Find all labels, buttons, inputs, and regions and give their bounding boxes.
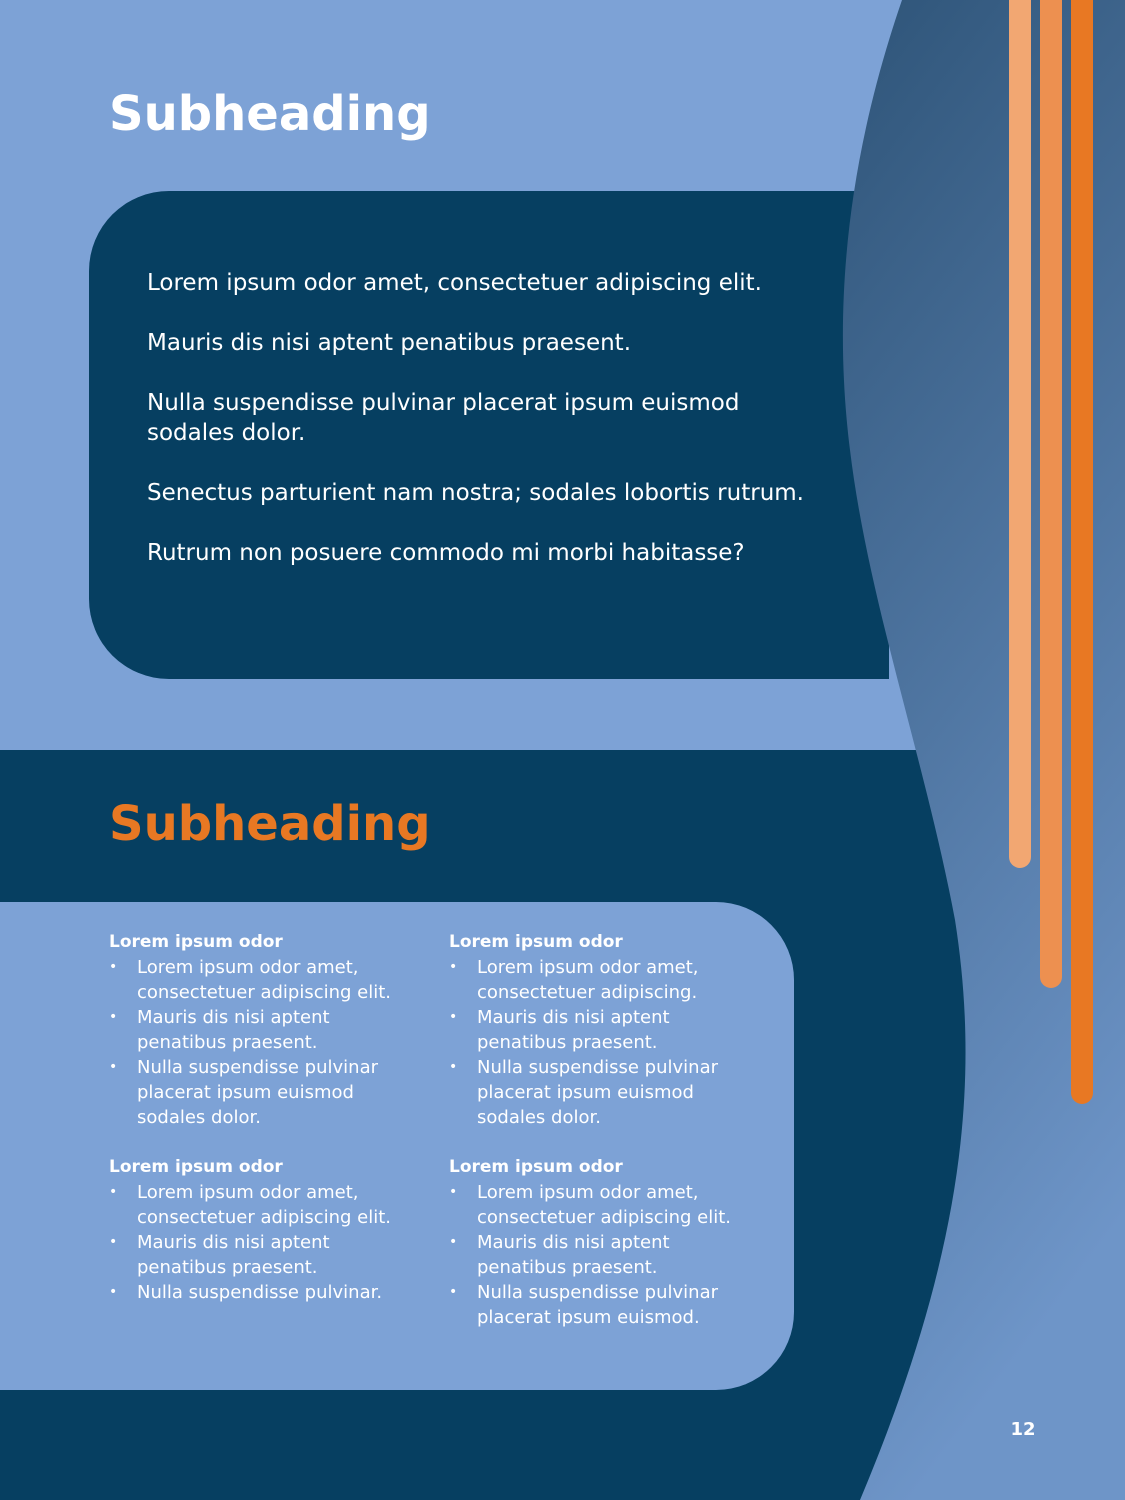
top-paragraphs	[147, 268, 807, 598]
section-title: Lorem ipsum odor	[449, 1157, 623, 1177]
paragraph: Nulla suspendisse pulvinar placerat ipsum euismod sodales dolor.	[147, 390, 740, 446]
left-column	[109, 930, 419, 1330]
list-item: • Mauris dis nisi aptent penatibus praesent.	[449, 1005, 759, 1055]
paragraph: Senectus parturient nam nostra; sodales lobortis rutrum.	[147, 480, 804, 506]
page-number: 12	[1010, 1419, 1036, 1440]
list-item: • Lorem ipsum odor amet, consectetuer adipiscing elit.	[109, 1180, 419, 1230]
list-item: • Nulla suspendisse pulvinar.	[109, 1280, 419, 1305]
list-item: • Lorem ipsum odor amet, consectetuer adipiscing elit.	[449, 1180, 759, 1230]
list-item: • Mauris dis nisi aptent penatibus praesent.	[109, 1005, 419, 1055]
bullet-list	[449, 955, 759, 1130]
list-section	[449, 1155, 759, 1330]
list-item: • Nulla suspendisse pulvinar placerat ipsum euismod sodales dolor.	[109, 1055, 419, 1130]
list-section	[109, 930, 419, 1130]
bullet-list	[109, 955, 419, 1130]
list-item: • Lorem ipsum odor amet, consectetuer adipiscing elit.	[109, 955, 419, 1005]
bullet-list	[109, 1180, 419, 1305]
list-section	[109, 1155, 419, 1305]
list-item: • Mauris dis nisi aptent penatibus praesent.	[109, 1230, 419, 1280]
right-column	[449, 930, 759, 1355]
section-title: Lorem ipsum odor	[109, 1157, 283, 1177]
paragraph: Mauris dis nisi aptent penatibus praesent.	[147, 330, 631, 356]
top-subheading: Subheading	[109, 86, 431, 142]
list-item: • Nulla suspendisse pulvinar placerat ipsum euismod sodales dolor.	[449, 1055, 759, 1130]
bullet-list	[449, 1180, 759, 1330]
list-item: • Lorem ipsum odor amet, consectetuer adipiscing.	[449, 955, 759, 1005]
paragraph: Rutrum non posuere commodo mi morbi habitasse?	[147, 540, 745, 566]
paragraph: Lorem ipsum odor amet, consectetuer adipiscing elit.	[147, 270, 762, 296]
bottom-subheading: Subheading	[109, 796, 431, 852]
list-section	[449, 930, 759, 1130]
list-item: • Mauris dis nisi aptent penatibus praesent.	[449, 1230, 759, 1280]
section-title: Lorem ipsum odor	[449, 932, 623, 952]
list-item: • Nulla suspendisse pulvinar placerat ipsum euismod.	[449, 1280, 759, 1330]
section-title: Lorem ipsum odor	[109, 932, 283, 952]
